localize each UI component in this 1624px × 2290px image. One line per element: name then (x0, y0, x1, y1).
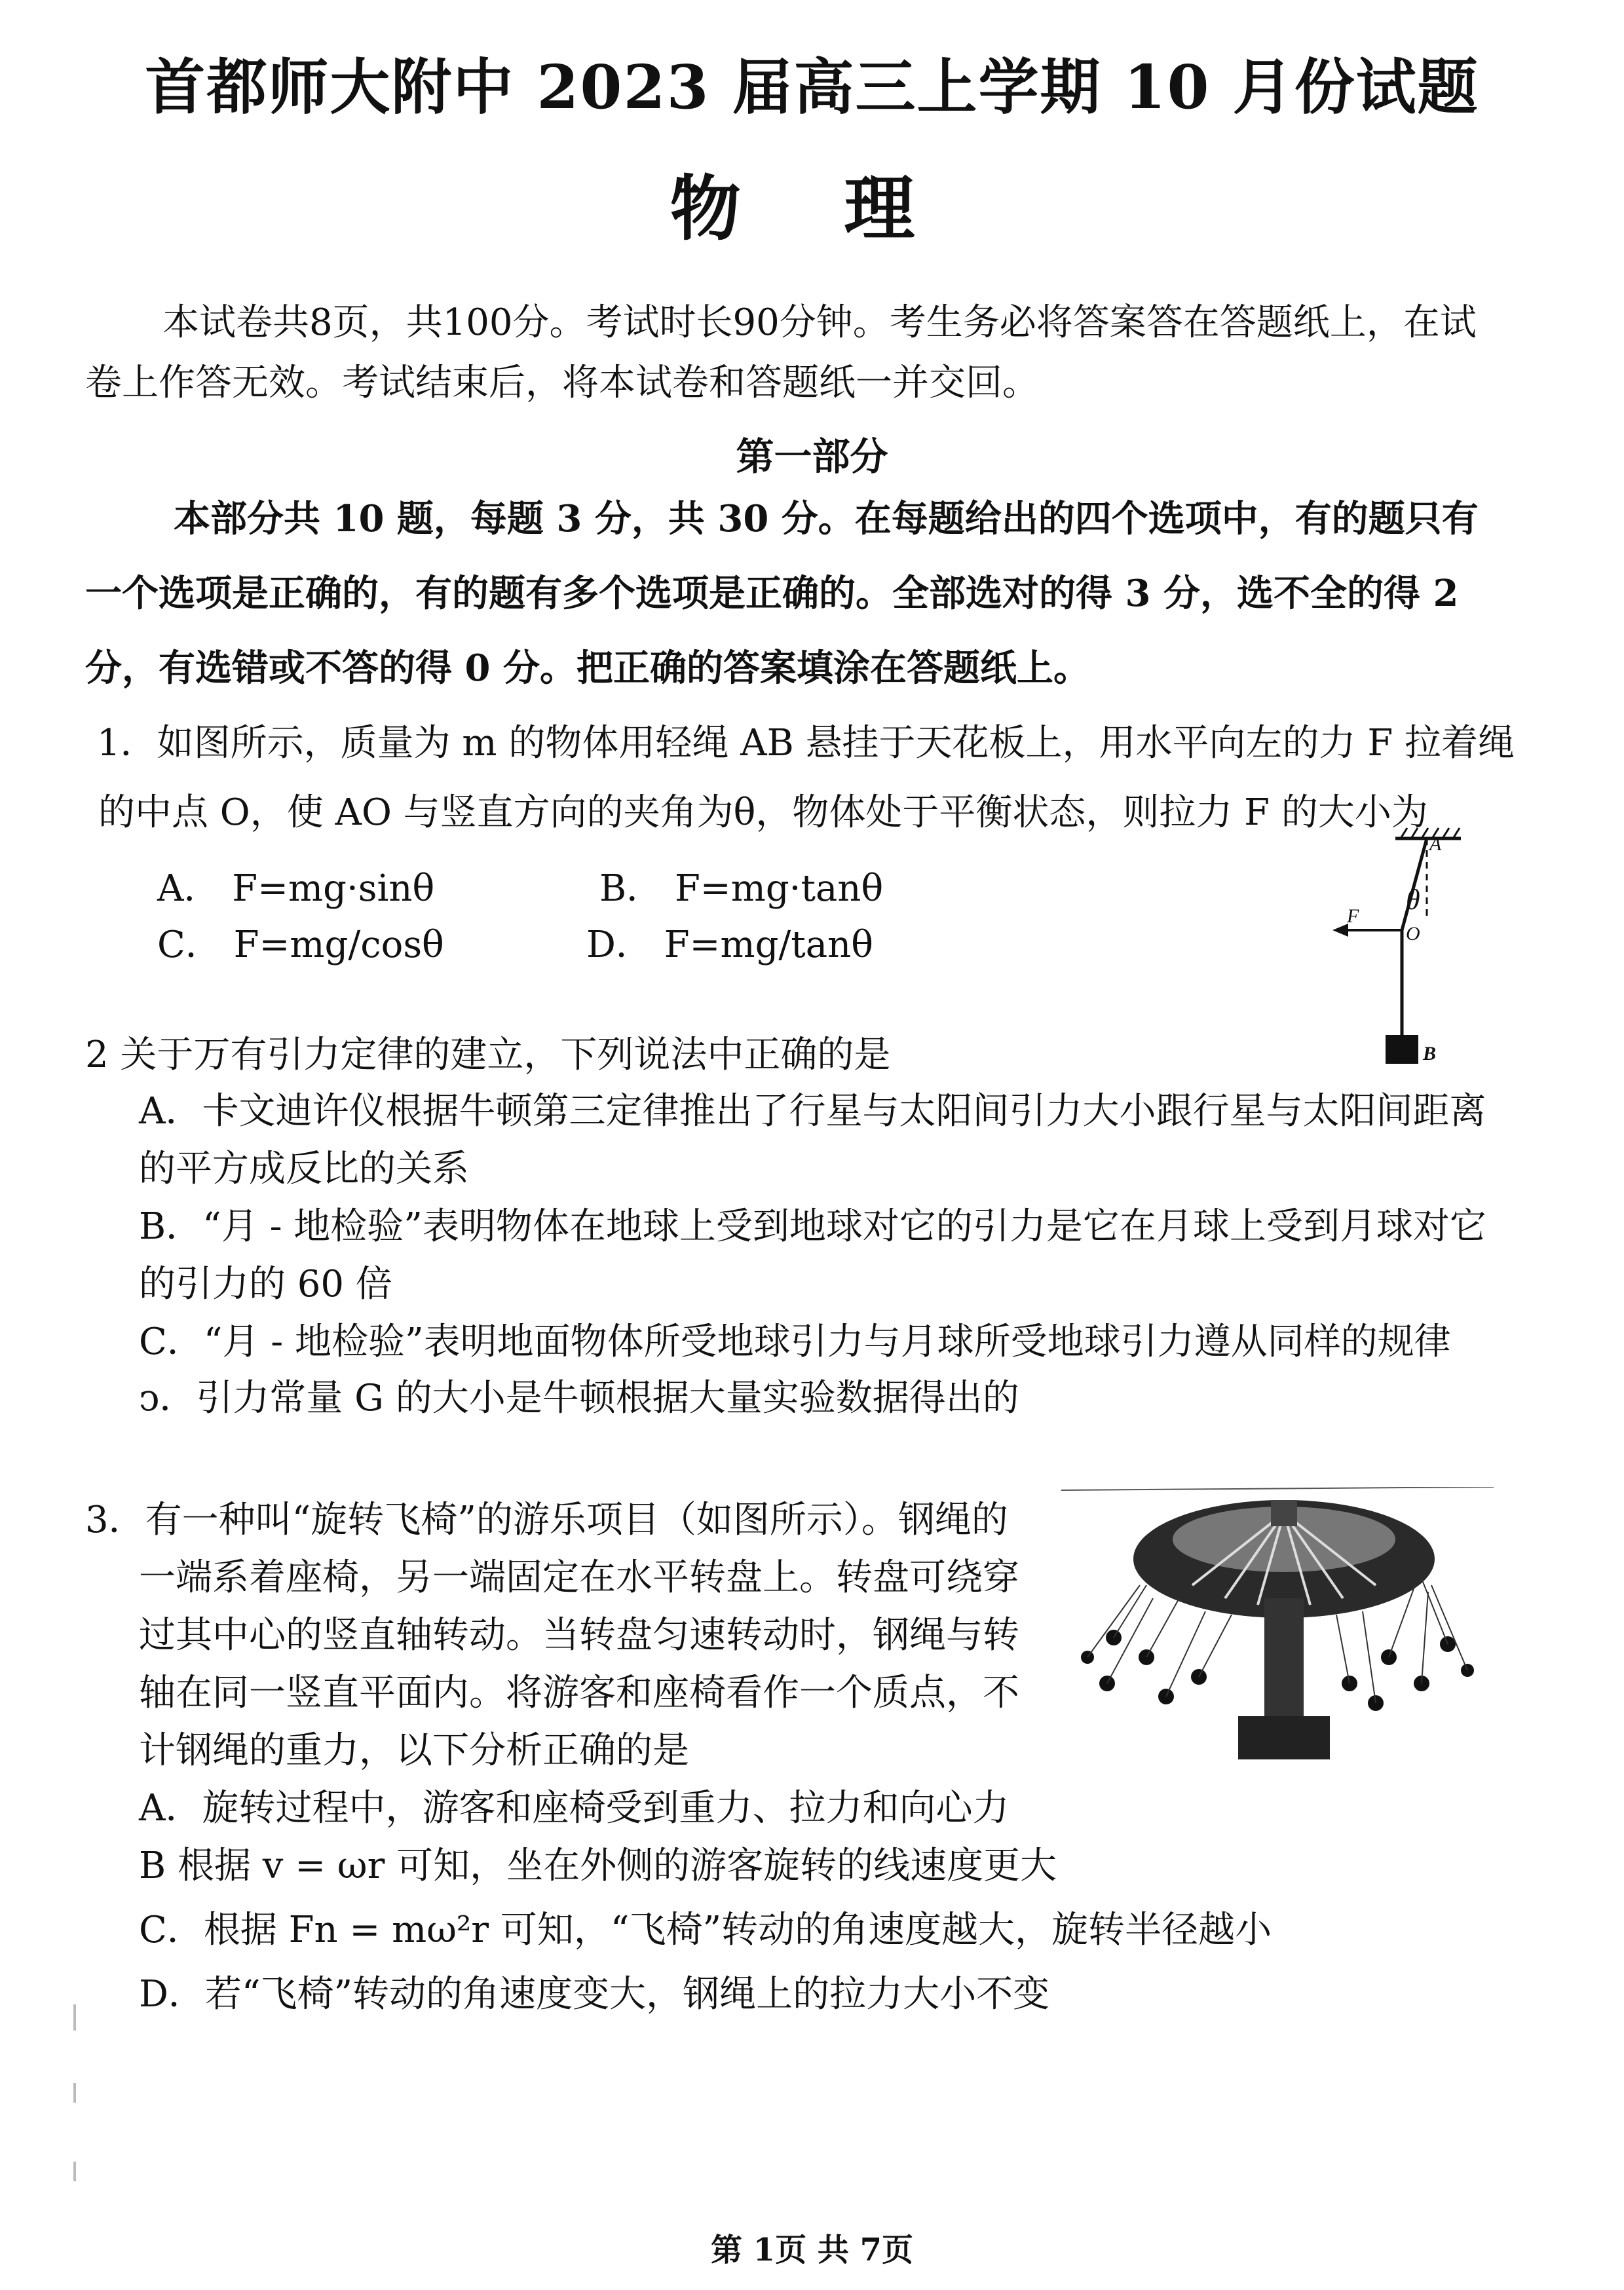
q1-option-d: D． F=mg/tanθ (586, 924, 873, 966)
page-footer: 第 1页 共 7页 (711, 2232, 913, 2268)
q1-fig-label-b: B (1423, 1043, 1437, 1064)
q1-stem-1: 1．如图所示，质量为 m 的物体用轻绳 AB 悬挂于天花板上，用水平向左的力 F 拉着绳 (97, 722, 1515, 764)
q3-stem-3: 过其中心的竖直轴转动。当转盘匀速转动时，钢绳与转 (139, 1614, 1019, 1657)
q3-option-b: B 根据 v = ωr 可知，坐在外侧的游客旋转的线速度更大 (139, 1845, 1057, 1887)
intro-line-1: 本试卷共8页，共100分。考试时长90分钟。考生务必将答案答在答题纸上，在试 (162, 301, 1477, 344)
scan-margin-line (73, 2004, 76, 2031)
q1-option-c: C． F=mg/cosθ (157, 924, 444, 966)
q1-fig-label-o: O (1406, 923, 1420, 945)
subject-title: 物 理 (670, 168, 954, 250)
q1-option-a: A． F=mg·sinθ (157, 867, 435, 910)
q3-stem-2: 一端系着座椅，另一端固定在水平转盘上。转盘可绕穿 (139, 1556, 1019, 1599)
exam-title: 首都师大附中 2023 届高三上学期 10 月份试题 (145, 52, 1479, 122)
section-instruction-1: 本部分共 10 题，每题 3 分，共 30 分。在每题给出的四个选项中，有的题只有 (174, 497, 1479, 540)
q3-stem-5: 计钢绳的重力，以下分析正确的是 (139, 1729, 689, 1772)
q3-option-c: C．根据 Fn = mω²r 可知，“飞椅”转动的角速度越大，旋转半径越小 (139, 1909, 1272, 1951)
q2-option-b-line-2: 的引力的 60 倍 (139, 1263, 392, 1305)
scan-margin-line (73, 2162, 76, 2181)
q3-swing-ride-photo (1048, 1487, 1494, 1762)
q2-option-c: C．“月 - 地检验”表明地面物体所受地球引力与月球所受地球引力遵从同样的规律 (139, 1321, 1451, 1363)
q3-option-d: D．若“飞椅”转动的角速度变大，钢绳上的拉力大小不变 (139, 1973, 1050, 2016)
q1-option-b: B． F=mg·tanθ (599, 867, 884, 910)
q3-option-a: A．旋转过程中，游客和座椅受到重力、拉力和向心力 (139, 1787, 1010, 1830)
q2-option-d: ↄ．引力常量 G 的大小是牛顿根据大量实验数据得出的 (139, 1377, 1019, 1419)
section-instruction-2: 一个选项是正确的，有的题有多个选项是正确的。全部选对的得 3 分，选不全的得 2 (85, 572, 1459, 615)
q2-stem: 2 关于万有引力定律的建立，下列说法中正确的是 (85, 1034, 891, 1076)
q1-force-diagram (1323, 819, 1481, 1081)
q3-stem-1: 3．有一种叫“旋转飞椅”的游乐项目（如图所示）。钢绳的 (85, 1499, 1008, 1541)
q2-option-a-line-1: A．卡文迪许仪根据牛顿第三定律推出了行星与太阳间引力大小跟行星与太阳间距离 (139, 1090, 1486, 1133)
q3-stem-4: 轴在同一竖直平面内。将游客和座椅看作一个质点，不 (139, 1672, 1019, 1714)
section-title: 第一部分 (736, 434, 888, 479)
scan-margin-line (73, 2083, 76, 2103)
q2-option-b-line-1: B．“月 - 地检验”表明物体在地球上受到地球对它的引力是它在月球上受到月球对它 (139, 1205, 1486, 1248)
intro-line-2: 卷上作答无效。考试结束后，将本试卷和答题纸一并交回。 (85, 362, 1039, 404)
q1-fig-label-f: F (1347, 905, 1359, 927)
section-instruction-3: 分，有选错或不答的得 0 分。把正确的答案填涂在答题纸上。 (85, 647, 1090, 690)
q2-option-a-line-2: 的平方成反比的关系 (139, 1148, 469, 1190)
q1-fig-label-theta: θ (1406, 884, 1420, 916)
q1-fig-label-a: A (1429, 833, 1442, 855)
q1-stem-2: 的中点 O，使 AO 与竖直方向的夹角为θ，物体处于平衡状态，则拉力 F 的大小为 (98, 791, 1428, 834)
